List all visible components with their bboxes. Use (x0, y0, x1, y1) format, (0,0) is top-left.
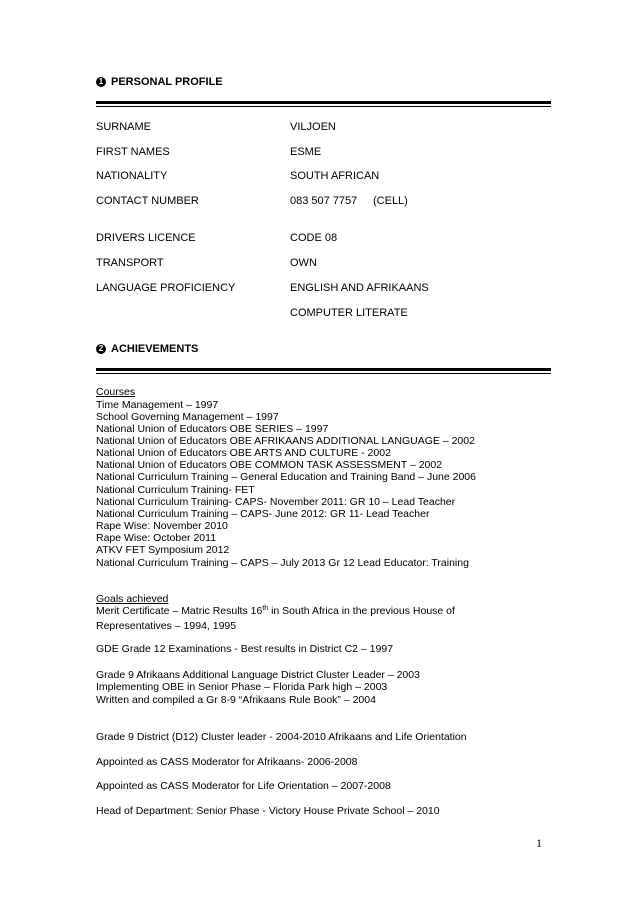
number-1-icon: 1 (96, 77, 106, 87)
course-item: National Union of Educators OBE ARTS AND CULTURE - 2002 (96, 447, 391, 459)
head-of-department-line: Head of Department: Senior Phase - Victory House Private School – 2010 (96, 805, 440, 817)
page-number: 1 (536, 836, 542, 850)
course-item: National Union of Educators OBE SERIES – 1997 (96, 423, 329, 435)
contact-number-note: (CELL) (373, 195, 408, 207)
first-names-value: ESME (290, 146, 322, 158)
cass-afrikaans-line: Appointed as CASS Moderator for Afrikaans- 2006-2008 (96, 756, 358, 768)
surname-label: SURNAME (96, 121, 152, 133)
computer-literate-value: COMPUTER LITERATE (290, 307, 408, 319)
personal-profile-heading (96, 76, 223, 88)
course-item: Time Management – 1997 (96, 399, 219, 411)
course-item: Rape Wise: November 2010 (96, 520, 228, 532)
merit-certificate-line (96, 605, 455, 617)
grade9-line: Grade 9 Afrikaans Additional Language District Cluster Leader – 2003 (96, 669, 420, 681)
section-rule (96, 101, 551, 107)
transport-label: TRANSPORT (96, 257, 164, 269)
nationality-value: SOUTH AFRICAN (290, 170, 380, 182)
course-item: National Curriculum Training – CAPS – July 2013 Gr 12 Lead Educator: Training (96, 557, 469, 569)
section-rule (96, 368, 551, 374)
number-2-icon: 2 (96, 344, 106, 354)
drivers-licence-value: CODE 08 (290, 232, 338, 244)
transport-value: OWN (290, 257, 317, 269)
course-item: ATKV FET Symposium 2012 (96, 544, 230, 556)
first-names-label: FIRST NAMES (96, 146, 170, 158)
course-item: Rape Wise: October 2011 (96, 532, 217, 544)
contact-number-label: CONTACT NUMBER (96, 195, 199, 207)
merit-certificate-line-2: Representatives – 1994, 1995 (96, 620, 237, 632)
nationality-label: NATIONALITY (96, 170, 168, 182)
courses-title: Courses (96, 386, 136, 398)
course-item: National Curriculum Training- CAPS- November 2011: GR 10 – Lead Teacher (96, 496, 456, 508)
surname-value: VILJOEN (290, 121, 336, 133)
course-item: School Governing Management – 1997 (96, 411, 279, 423)
language-proficiency-value: ENGLISH AND AFRIKAANS (290, 282, 429, 294)
achievements-heading-text: ACHIEVEMENTS (111, 343, 199, 355)
cluster-leader-line: Grade 9 District (D12) Cluster leader - 2004-2010 Afrikaans and Life Orientation (96, 731, 467, 743)
course-item: National Curriculum Training – CAPS- June 2012: GR 11- Lead Teacher (96, 508, 430, 520)
language-proficiency-label: LANGUAGE PROFICIENCY (96, 282, 236, 294)
achievements-heading (96, 343, 198, 355)
cass-life-orientation-line: Appointed as CASS Moderator for Life Orientation – 2007-2008 (96, 780, 391, 792)
course-item: National Union of Educators OBE COMMON TASK ASSESSMENT – 2002 (96, 459, 443, 471)
course-item: National Curriculum Training – General Education and Training Band – June 2006 (96, 471, 476, 483)
gde-line: GDE Grade 12 Examinations - Best results in District C2 – 1997 (96, 643, 394, 655)
merit-text: Merit Certificate – Matric Results 16 (96, 605, 263, 617)
rule-book-line: Written and compiled a Gr 8-9 “Afrikaans Rule Book” – 2004 (96, 694, 376, 706)
contact-number-value: 083 507 7757 (290, 195, 358, 207)
personal-profile-heading-text: PERSONAL PROFILE (111, 76, 223, 88)
goals-title: Goals achieved (96, 593, 169, 605)
course-item: National Curriculum Training- FET (96, 484, 255, 496)
obe-line: Implementing OBE in Senior Phase – Florida Park high – 2003 (96, 681, 388, 693)
drivers-licence-label: DRIVERS LICENCE (96, 232, 196, 244)
course-item: National Union of Educators OBE AFRIKAANS ADDITIONAL LANGUAGE – 2002 (96, 435, 475, 447)
merit-text-continued: in South Africa in the previous House of (268, 605, 455, 617)
merit-superscript: th (262, 605, 269, 612)
